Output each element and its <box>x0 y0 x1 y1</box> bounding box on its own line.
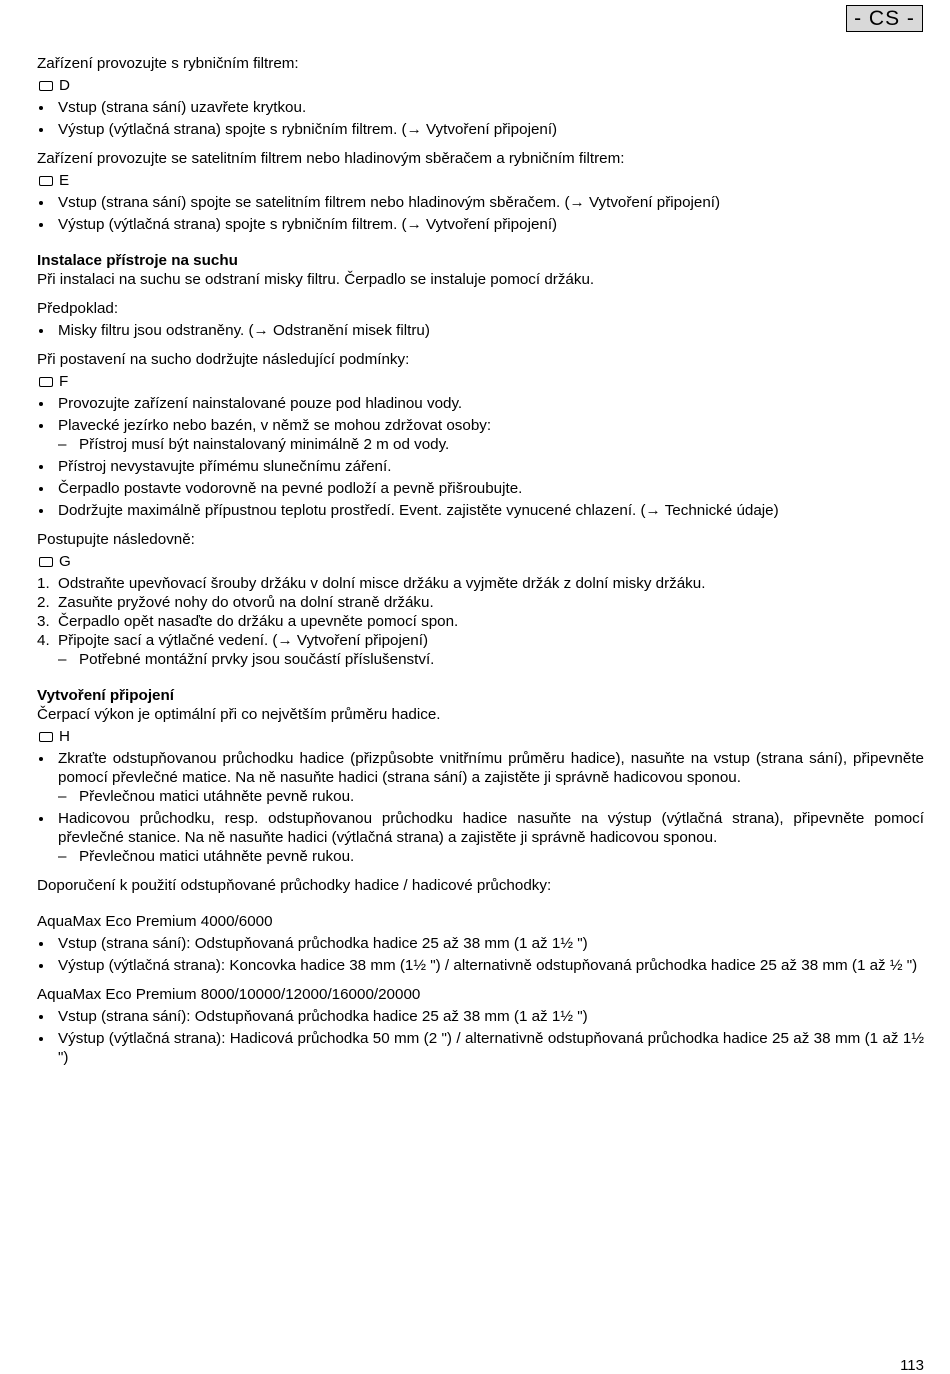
figure-label: G <box>59 553 71 570</box>
bullet-list <box>37 193 924 234</box>
list-item <box>37 631 924 669</box>
step-text: Čerpadlo opět nasaďte do držáku a upevněte pomocí spon. <box>58 613 459 630</box>
bullet-list <box>37 98 924 139</box>
list-item <box>37 809 924 866</box>
list-item-text: Hadicovou průchodku, resp. odstupňovanou průchodku hadice nasuňte na výstup (výtlačná strana), připevněte pomocí převlečné stanice. Na ně nasuňte hadici (výtlačná strana) a zajistěte ji správně hadicovou sponou. <box>58 810 924 846</box>
figure-ref-g <box>37 552 924 571</box>
figure-label: E <box>59 172 70 189</box>
figure-reference-icon <box>39 176 53 186</box>
list-item-text: Plavecké jezírko nebo bazén, v němž se mohou zdržovat osoby: <box>58 417 492 434</box>
list-item <box>37 593 924 612</box>
figure-ref-h <box>37 727 924 746</box>
list-item: Výstup (výtlačná strana): Hadicová průchodka 50 mm (2 ") / alternativně odstupňovaná průchodka hadice 25 až 38 mm (1 až 1½ ") <box>37 1029 924 1067</box>
list-item <box>37 612 924 631</box>
sub-item: – Převlečnou matici utáhněte pevně rukou. <box>58 787 924 806</box>
list-item: Výstup (výtlačná strana): Koncovka hadice 38 mm (1½ ") / alternativně odstupňovaná průchodka hadice 25 až 38 mm (1 až ½ ") <box>37 956 924 975</box>
bullet-list <box>37 321 924 340</box>
list-item: Dodržujte maximálně přípustnou teplotu prostředí. Event. zajistěte vynucené chlazení. (→ Technické údaje) <box>37 501 924 520</box>
sub-item: – Převlečnou matici utáhněte pevně rukou. <box>58 847 924 866</box>
figure-ref-e <box>37 171 924 190</box>
section-heading-connections: Vytvoření připojení <box>37 687 174 704</box>
bullet-list <box>37 1007 924 1067</box>
figure-label: H <box>59 728 70 745</box>
figure-label: D <box>59 77 70 94</box>
language-badge: - CS - <box>846 5 923 32</box>
figure-label: F <box>59 373 69 390</box>
figure-reference-icon <box>39 377 53 387</box>
list-item: Vstup (strana sání): Odstupňovaná průchodka hadice 25 až 38 mm (1 až 1½ ") <box>37 934 924 953</box>
sub-item: – Potřebné montážní prvky jsou součástí příslušenství. <box>58 650 924 669</box>
step-text: Připojte sací a výtlačné vedení. (→ Vytvoření připojení) <box>58 632 429 649</box>
list-item: Přístroj nevystavujte přímému slunečnímu záření. <box>37 457 924 476</box>
bullet-list <box>37 934 924 975</box>
paragraph-satellite-filter-intro: Zařízení provozujte se satelitním filtrem nebo hladinovým sběračem a rybničním filtrem: <box>37 150 625 167</box>
list-item <box>37 416 924 454</box>
figure-reference-icon <box>39 732 53 742</box>
step-number: 3. <box>37 613 50 630</box>
numbered-list <box>37 574 924 669</box>
list-item <box>37 574 924 593</box>
list-item: Provozujte zařízení nainstalované pouze pod hladinou vody. <box>37 394 924 413</box>
step-text: Odstraňte upevňovací šrouby držáku v dolní misce držáku a vyjměte držák z dolní misky držáku. <box>58 575 706 592</box>
model-heading: AquaMax Eco Premium 4000/6000 <box>37 913 273 930</box>
list-item: Výstup (výtlačná strana) spojte s rybničním filtrem. (→ Vytvoření připojení) <box>37 120 924 139</box>
page-number: 113 <box>900 1357 924 1374</box>
figure-ref-d <box>37 76 924 95</box>
figure-ref-f <box>37 372 924 391</box>
figure-reference-icon <box>39 81 53 91</box>
paragraph-dry-install-intro: Při instalaci na suchu se odstraní misky filtru. Čerpadlo se instaluje pomocí držáku. <box>37 271 595 288</box>
paragraph-pond-filter-intro: Zařízení provozujte s rybničním filtrem: <box>37 55 299 72</box>
paragraph-connections-intro: Čerpací výkon je optimální při co největším průměru hadice. <box>37 706 441 723</box>
figure-reference-icon <box>39 557 53 567</box>
paragraph-recommendation: Doporučení k použití odstupňované průchodky hadice / hadicové průchodky: <box>37 877 552 894</box>
list-item: Vstup (strana sání) spojte se satelitním filtrem nebo hladinovým sběračem. (→ Vytvoření připojení) <box>37 193 924 212</box>
paragraph-conditions-intro: Při postavení na sucho dodržujte následující podmínky: <box>37 351 410 368</box>
bullet-list <box>37 394 924 520</box>
sub-item: – Přístroj musí být nainstalovaný minimálně 2 m od vody. <box>58 435 924 454</box>
list-item <box>37 749 924 806</box>
prerequisite-label: Předpoklad: <box>37 300 119 317</box>
step-number: 2. <box>37 594 50 611</box>
list-item: Čerpadlo postavte vodorovně na pevné podloží a pevně přišroubujte. <box>37 479 924 498</box>
document-body <box>37 54 924 1067</box>
step-number: 1. <box>37 575 50 592</box>
step-text: Zasuňte pryžové nohy do otvorů na dolní straně držáku. <box>58 594 434 611</box>
list-item: Misky filtru jsou odstraněny. (→ Odstranění misek filtru) <box>37 321 924 340</box>
paragraph-procedure-intro: Postupujte následovně: <box>37 531 195 548</box>
list-item-text: Zkraťte odstupňovanou průchodku hadice (přizpůsobte vnitřnímu průměru hadice), nasuňte na vstup (strana sání), připevněte pomocí převlečné matice. Na ně nasuňte hadici (strana sání) a zajistěte ji správně hadicovou sponou. <box>58 750 924 786</box>
list-item: Vstup (strana sání): Odstupňovaná průchodka hadice 25 až 38 mm (1 až 1½ ") <box>37 1007 924 1026</box>
section-heading-dry-install: Instalace přístroje na suchu <box>37 252 238 269</box>
step-number: 4. <box>37 632 50 649</box>
list-item: Vstup (strana sání) uzavřete krytkou. <box>37 98 924 117</box>
bullet-list <box>37 749 924 866</box>
list-item: Výstup (výtlačná strana) spojte s rybničním filtrem. (→ Vytvoření připojení) <box>37 215 924 234</box>
model-heading: AquaMax Eco Premium 8000/10000/12000/16000/20000 <box>37 986 421 1003</box>
